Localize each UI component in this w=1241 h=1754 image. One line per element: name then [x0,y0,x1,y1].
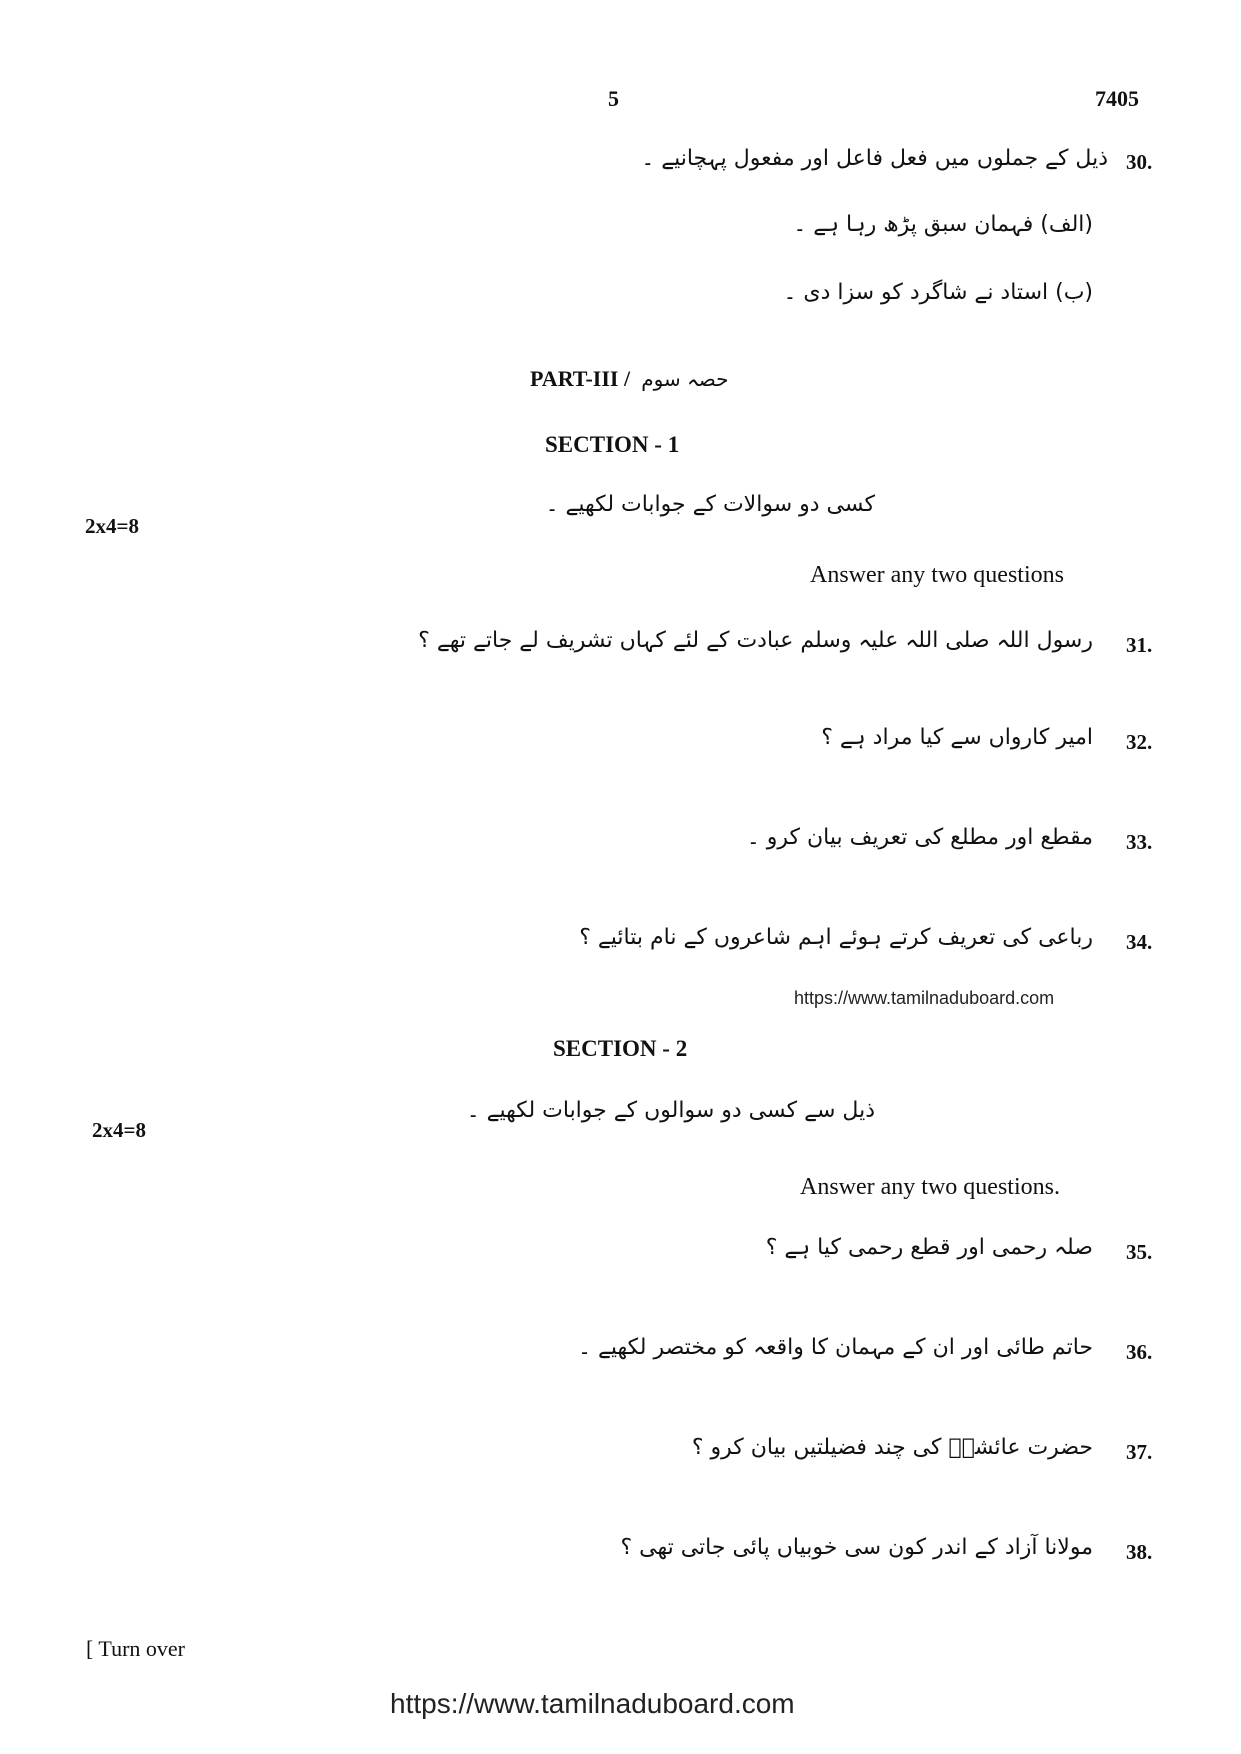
section1-title: SECTION - 1 [545,432,680,457]
q33-text: مقطع اور مطلع کی تعریف بیان کرو ۔ [746,825,1093,850]
q30-part-a: (الف) فہمان سبق پڑھ رہا ہے ۔ [793,212,1093,237]
watermark-url-footer: https://www.tamilnaduboard.com [390,1688,795,1719]
part-heading [530,366,728,392]
section2-title: SECTION - 2 [553,1036,688,1061]
q36-text: حاتم طائی اور ان کے مہمان کا واقعہ کو مختصر لکھیے ۔ [578,1335,1093,1360]
q30-text: ذیل کے جملوں میں فعل فاعل اور مفعول پہچانیے ۔ [641,146,1108,171]
q34-number: 34. [1126,930,1153,954]
q31-number: 31. [1126,633,1153,657]
section2-instruction-en: Answer any two questions. [800,1174,1060,1200]
page-number: 5 [608,86,619,111]
q30-part-b: (ب) استاد نے شاگرد کو سزا دی ۔ [783,280,1093,305]
q38-number: 38. [1126,1540,1153,1564]
q36-number: 36. [1126,1340,1153,1364]
section2-instruction-urdu: ذیل سے کسی دو سوالوں کے جوابات لکھیے ۔ [466,1098,875,1123]
section1-instruction-urdu: کسی دو سوالات کے جوابات لکھیے ۔ [545,492,875,517]
paper-code: 7405 [1095,86,1139,111]
q34-text: رباعی کی تعریف کرتے ہوئے اہم شاعروں کے نام بتائیے ؟ [579,925,1093,950]
q37-number: 37. [1126,1440,1153,1464]
section1-instruction-en: Answer any two questions [810,562,1064,588]
q35-text: صلہ رحمی اور قطع رحمی کیا ہے ؟ [765,1235,1093,1260]
q35-number: 35. [1126,1240,1153,1264]
part-label: PART-III / [530,366,631,391]
q38-text: مولانا آزاد کے اندر کون سی خوبیاں پائی جاتی تھی ؟ [620,1535,1093,1560]
q31-text: رسول اللہ صلی اللہ علیہ وسلم عبادت کے لئے کہاں تشریف لے جاتے تھے ؟ [418,628,1093,653]
watermark-url-small: https://www.tamilnaduboard.com [794,988,1055,1008]
q33-number: 33. [1126,830,1153,854]
q32-number: 32. [1126,730,1153,754]
q32-text: امیر کارواں سے کیا مراد ہے ؟ [821,725,1093,750]
q37-text: حضرت عائشہؓ کی چند فضیلتیں بیان کرو ؟ [691,1435,1093,1460]
section2-marks: 2x4=8 [92,1118,146,1142]
section1-marks: 2x4=8 [85,514,139,538]
turn-over: [ Turn over [86,1636,186,1661]
part-urdu: حصہ سوم [641,367,729,391]
q30-number: 30. [1126,150,1153,174]
